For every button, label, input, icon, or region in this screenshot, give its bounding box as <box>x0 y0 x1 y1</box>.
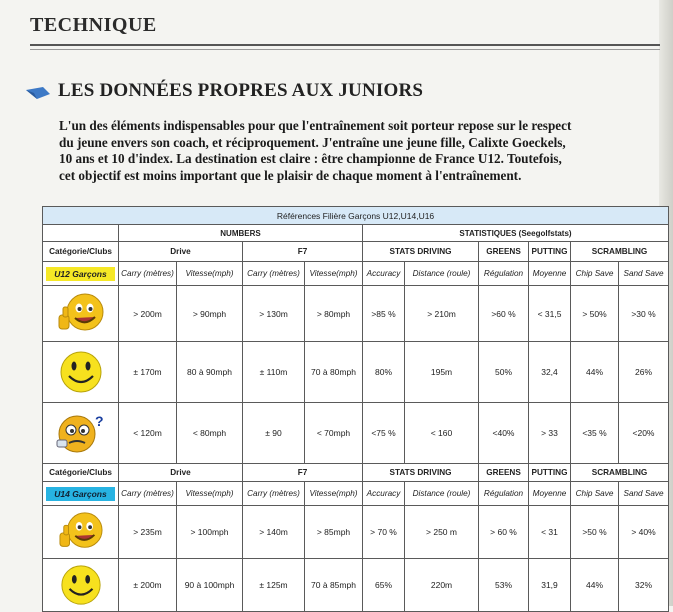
table-row <box>43 342 669 403</box>
col-accuracy: Accuracy <box>363 482 405 506</box>
cell: >50 % <box>571 506 619 559</box>
article-subtitle: LES DONNÉES PROPRES AUX JUNIORS <box>58 80 424 101</box>
table-row <box>43 506 669 559</box>
cell: 50% <box>479 342 529 403</box>
confused-smiley-icon <box>55 410 107 456</box>
table-row <box>43 286 669 342</box>
subheader-scrambling: SCRAMBLING <box>571 242 669 262</box>
u14-category-cell <box>43 482 119 506</box>
col-moyenne: Moyenne <box>529 482 571 506</box>
col-carry-f7: Carry (mètres) <box>243 482 305 506</box>
row-icon-cell <box>43 559 119 612</box>
cell: < 120m <box>119 403 177 464</box>
subheader-stats-driving: STATS DRIVING <box>363 464 479 482</box>
cell: 90 à 100mph <box>177 559 243 612</box>
cell: > 130m <box>243 286 305 342</box>
cell: >30 % <box>619 286 669 342</box>
intro-line: L'un des éléments indispensables pour que l'entraînement soit porteur repose sur le respect <box>59 118 572 133</box>
cell: < 160 <box>405 403 479 464</box>
subheader-scrambling: SCRAMBLING <box>571 464 669 482</box>
smiley-icon <box>59 563 103 607</box>
row-icon-cell <box>43 403 119 464</box>
cell: 80% <box>363 342 405 403</box>
col-carry: Carry (mètres) <box>119 262 177 286</box>
cell: > 50% <box>571 286 619 342</box>
col-regulation: Régulation <box>479 482 529 506</box>
svg-text:?: ? <box>94 413 104 429</box>
smiley-icon <box>58 349 104 395</box>
thumbs-up-smiley-icon <box>55 291 107 337</box>
subheader-drive: Drive <box>119 464 243 482</box>
blank-cell <box>43 225 119 242</box>
cell: > 90mph <box>177 286 243 342</box>
section-title: TECHNIQUE <box>30 14 157 36</box>
intro-line: du jeune envers son coach, et réciproquement. J'entraîne une jeune fille, Calixte Goeckels, <box>59 134 566 150</box>
col-carry-f7: Carry (mètres) <box>243 262 305 286</box>
cell: < 31 <box>529 506 571 559</box>
cell: <40% <box>479 403 529 464</box>
cell: > 200m <box>119 286 177 342</box>
cell: < 80mph <box>177 403 243 464</box>
cell: 70 à 80mph <box>305 342 363 403</box>
col-vitesse: Vitesse(mph) <box>177 262 243 286</box>
arrow-bullet-icon <box>25 85 51 101</box>
col-accuracy: Accuracy <box>363 262 405 286</box>
cell: 44% <box>571 559 619 612</box>
cell: 70 à 85mph <box>305 559 363 612</box>
cell: 80 à 90mph <box>177 342 243 403</box>
cell: >60 % <box>479 286 529 342</box>
cell: 44% <box>571 342 619 403</box>
col-moyenne: Moyenne <box>529 262 571 286</box>
cell: ± 110m <box>243 342 305 403</box>
intro-paragraph <box>59 118 659 184</box>
subheader-greens: GREENS <box>479 242 529 262</box>
category-header: Catégorie/Clubs <box>43 242 119 262</box>
cell: <35 % <box>571 403 619 464</box>
intro-line: 10 ans et 10 d'index. La destination est claire : être championne de France U12. Toutefois, <box>59 151 562 166</box>
cell: < 31,5 <box>529 286 571 342</box>
col-vitesse-f7: Vitesse(mph) <box>305 482 363 506</box>
reference-table <box>42 206 669 612</box>
row-icon-cell <box>43 342 119 403</box>
cell: ± 200m <box>119 559 177 612</box>
cell: ± 90 <box>243 403 305 464</box>
row-icon-cell <box>43 286 119 342</box>
thumbs-up-smiley-icon <box>55 510 107 554</box>
cell: <20% <box>619 403 669 464</box>
col-regulation: Régulation <box>479 262 529 286</box>
cell: > 70 % <box>363 506 405 559</box>
cell: 65% <box>363 559 405 612</box>
cell: 32,4 <box>529 342 571 403</box>
cell: 220m <box>405 559 479 612</box>
cell: >85 % <box>363 286 405 342</box>
subheader-putting: PUTTING <box>529 242 571 262</box>
header-rule <box>30 44 660 46</box>
intro-line: cet objectif est moins important que le plaisir de chaque moment à l'entraînement. <box>59 167 522 183</box>
cell: 195m <box>405 342 479 403</box>
table-row <box>43 559 669 612</box>
table-title: Références Filière Garçons U12,U14,U16 <box>43 207 669 225</box>
col-sand-save: Sand Save <box>619 262 669 286</box>
row-icon-cell <box>43 506 119 559</box>
group-numbers: NUMBERS <box>119 225 363 242</box>
cell: > 100mph <box>177 506 243 559</box>
header-rule-thin <box>30 49 660 50</box>
col-distance: Distance (roule) <box>405 482 479 506</box>
subheader-drive: Drive <box>119 242 243 262</box>
cell: > 60 % <box>479 506 529 559</box>
cell: ± 125m <box>243 559 305 612</box>
u12-badge: U12 Garçons <box>46 267 115 281</box>
cell: > 85mph <box>305 506 363 559</box>
cell: > 235m <box>119 506 177 559</box>
col-vitesse-f7: Vitesse(mph) <box>305 262 363 286</box>
col-distance: Distance (roule) <box>405 262 479 286</box>
subheader-f7: F7 <box>243 464 363 482</box>
cell: 32% <box>619 559 669 612</box>
subheader-f7: F7 <box>243 242 363 262</box>
cell: > 33 <box>529 403 571 464</box>
col-sand-save: Sand Save <box>619 482 669 506</box>
cell: < 70mph <box>305 403 363 464</box>
u12-category-cell <box>43 262 119 286</box>
col-chip-save: Chip Save <box>571 262 619 286</box>
cell: 26% <box>619 342 669 403</box>
subheader-greens: GREENS <box>479 464 529 482</box>
subheader-putting: PUTTING <box>529 464 571 482</box>
u14-badge: U14 Garçons <box>46 487 115 501</box>
cell: > 140m <box>243 506 305 559</box>
cell: ± 170m <box>119 342 177 403</box>
cell: > 40% <box>619 506 669 559</box>
col-vitesse: Vitesse(mph) <box>177 482 243 506</box>
col-chip-save: Chip Save <box>571 482 619 506</box>
group-statistiques: STATISTIQUES (Seegolfstats) <box>363 225 669 242</box>
cell: <75 % <box>363 403 405 464</box>
cell: 31,9 <box>529 559 571 612</box>
cell: > 80mph <box>305 286 363 342</box>
cell: > 210m <box>405 286 479 342</box>
col-carry: Carry (mètres) <box>119 482 177 506</box>
subheader-stats-driving: STATS DRIVING <box>363 242 479 262</box>
table-row <box>43 403 669 464</box>
cell: 53% <box>479 559 529 612</box>
category-header: Catégorie/Clubs <box>43 464 119 482</box>
cell: > 250 m <box>405 506 479 559</box>
